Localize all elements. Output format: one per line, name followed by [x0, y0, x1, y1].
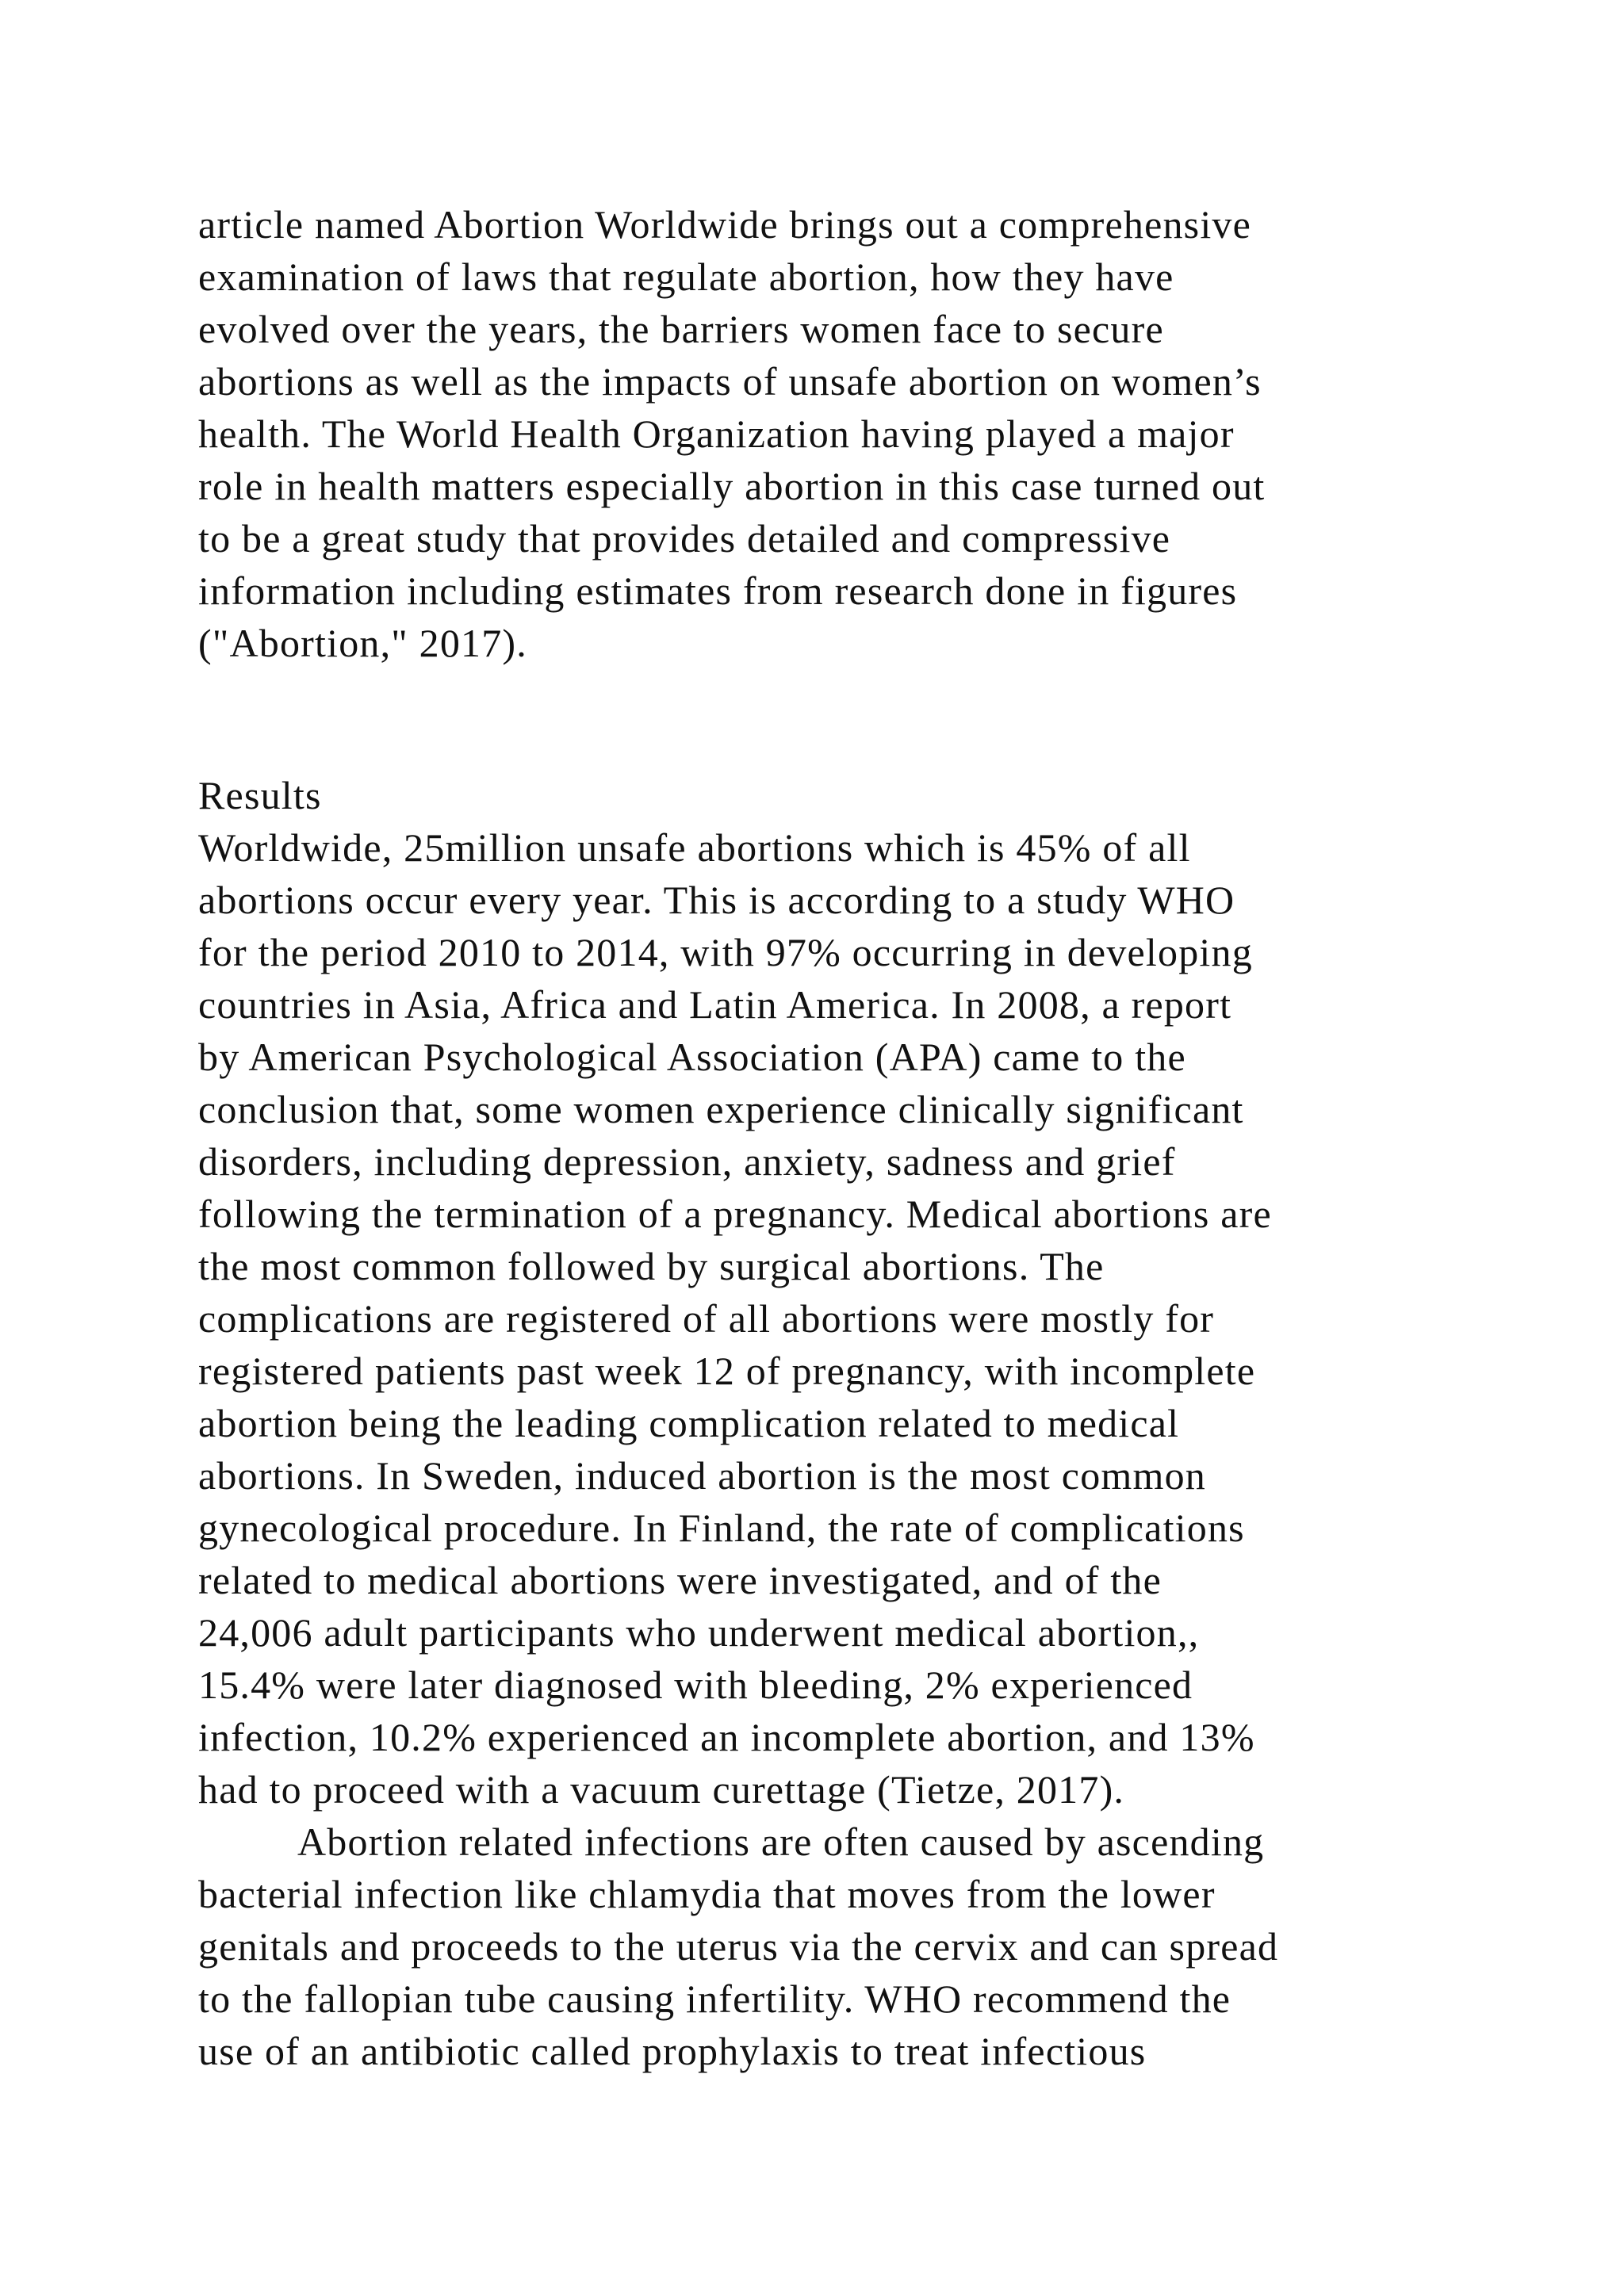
paragraph-line: 15.4% were later diagnosed with bleeding, 2% experienced	[198, 1663, 1193, 1707]
paragraph-line: abortions. In Sweden, induced abortion is the most common	[198, 1453, 1206, 1498]
paragraph-line: to the fallopian tube causing infertility. WHO recommend the	[198, 1976, 1231, 2021]
paragraph-line: bacterial infection like chlamydia that moves from the lower	[198, 1872, 1216, 1916]
paragraph-line: countries in Asia, Africa and Latin America. In 2008, a report	[198, 982, 1232, 1027]
intro-paragraph	[198, 198, 1507, 669]
paragraph-line: for the period 2010 to 2014, with 97% occurring in developing	[198, 930, 1253, 974]
paragraph-line: role in health matters especially abortion in this case turned out	[198, 464, 1266, 508]
paragraph-line: infection, 10.2% experienced an incomplete abortion, and 13%	[198, 1715, 1255, 1759]
paragraph-line: had to proceed with a vacuum curettage (Tietze, 2017).	[198, 1767, 1125, 1812]
paragraph-line: registered patients past week 12 of pregnancy, with incomplete	[198, 1349, 1256, 1393]
paragraph-line: 24,006 adult participants who underwent medical abortion,,	[198, 1610, 1200, 1655]
section-heading: Results	[198, 773, 322, 817]
paragraph-line: ("Abortion," 2017).	[198, 621, 527, 665]
paragraph-line: Abortion related infections are often caused by ascending	[297, 1820, 1265, 1864]
paragraph-line: gynecological procedure. In Finland, the rate of complications	[198, 1506, 1245, 1550]
paragraph-line: Worldwide, 25million unsafe abortions which is 45% of all	[198, 825, 1191, 870]
paragraph-line: related to medical abortions were investigated, and of the	[198, 1558, 1162, 1602]
paragraph-line: evolved over the years, the barriers women face to secure	[198, 307, 1164, 351]
paragraph-line: by American Psychological Association (APA) came to the	[198, 1035, 1186, 1079]
infection-paragraph	[198, 1816, 1507, 2077]
paragraph-line: abortion being the leading complication related to medical	[198, 1401, 1180, 1445]
paragraph-line: abortions occur every year. This is according to a study WHO	[198, 878, 1235, 922]
paragraph-line: complications are registered of all abortions were mostly for	[198, 1296, 1215, 1341]
paragraph-line: article named Abortion Worldwide brings out a comprehensive	[198, 202, 1252, 247]
paragraph-line: to be a great study that provides detailed and compressive	[198, 516, 1171, 561]
paragraph-line: health. The World Health Organization having played a major	[198, 411, 1235, 456]
paragraph-line: the most common followed by surgical abortions. The	[198, 1244, 1105, 1288]
paragraph-line: examination of laws that regulate abortion, how they have	[198, 254, 1174, 299]
paragraph-line: disorders, including depression, anxiety, sadness and grief	[198, 1139, 1176, 1184]
paragraph-line: conclusion that, some women experience clinically significant	[198, 1087, 1244, 1131]
paragraph-line: genitals and proceeds to the uterus via the cervix and can spread	[198, 1924, 1279, 1969]
results-paragraph	[198, 821, 1507, 1816]
results-heading-block	[198, 769, 1507, 821]
paragraph-line: information including estimates from research done in figures	[198, 568, 1238, 613]
paragraph-line: following the termination of a pregnancy. Medical abortions are	[198, 1192, 1272, 1236]
paragraph-line: abortions as well as the impacts of unsafe abortion on women’s	[198, 359, 1262, 404]
paragraph-line: use of an antibiotic called prophylaxis to treat infectious	[198, 2029, 1147, 2073]
